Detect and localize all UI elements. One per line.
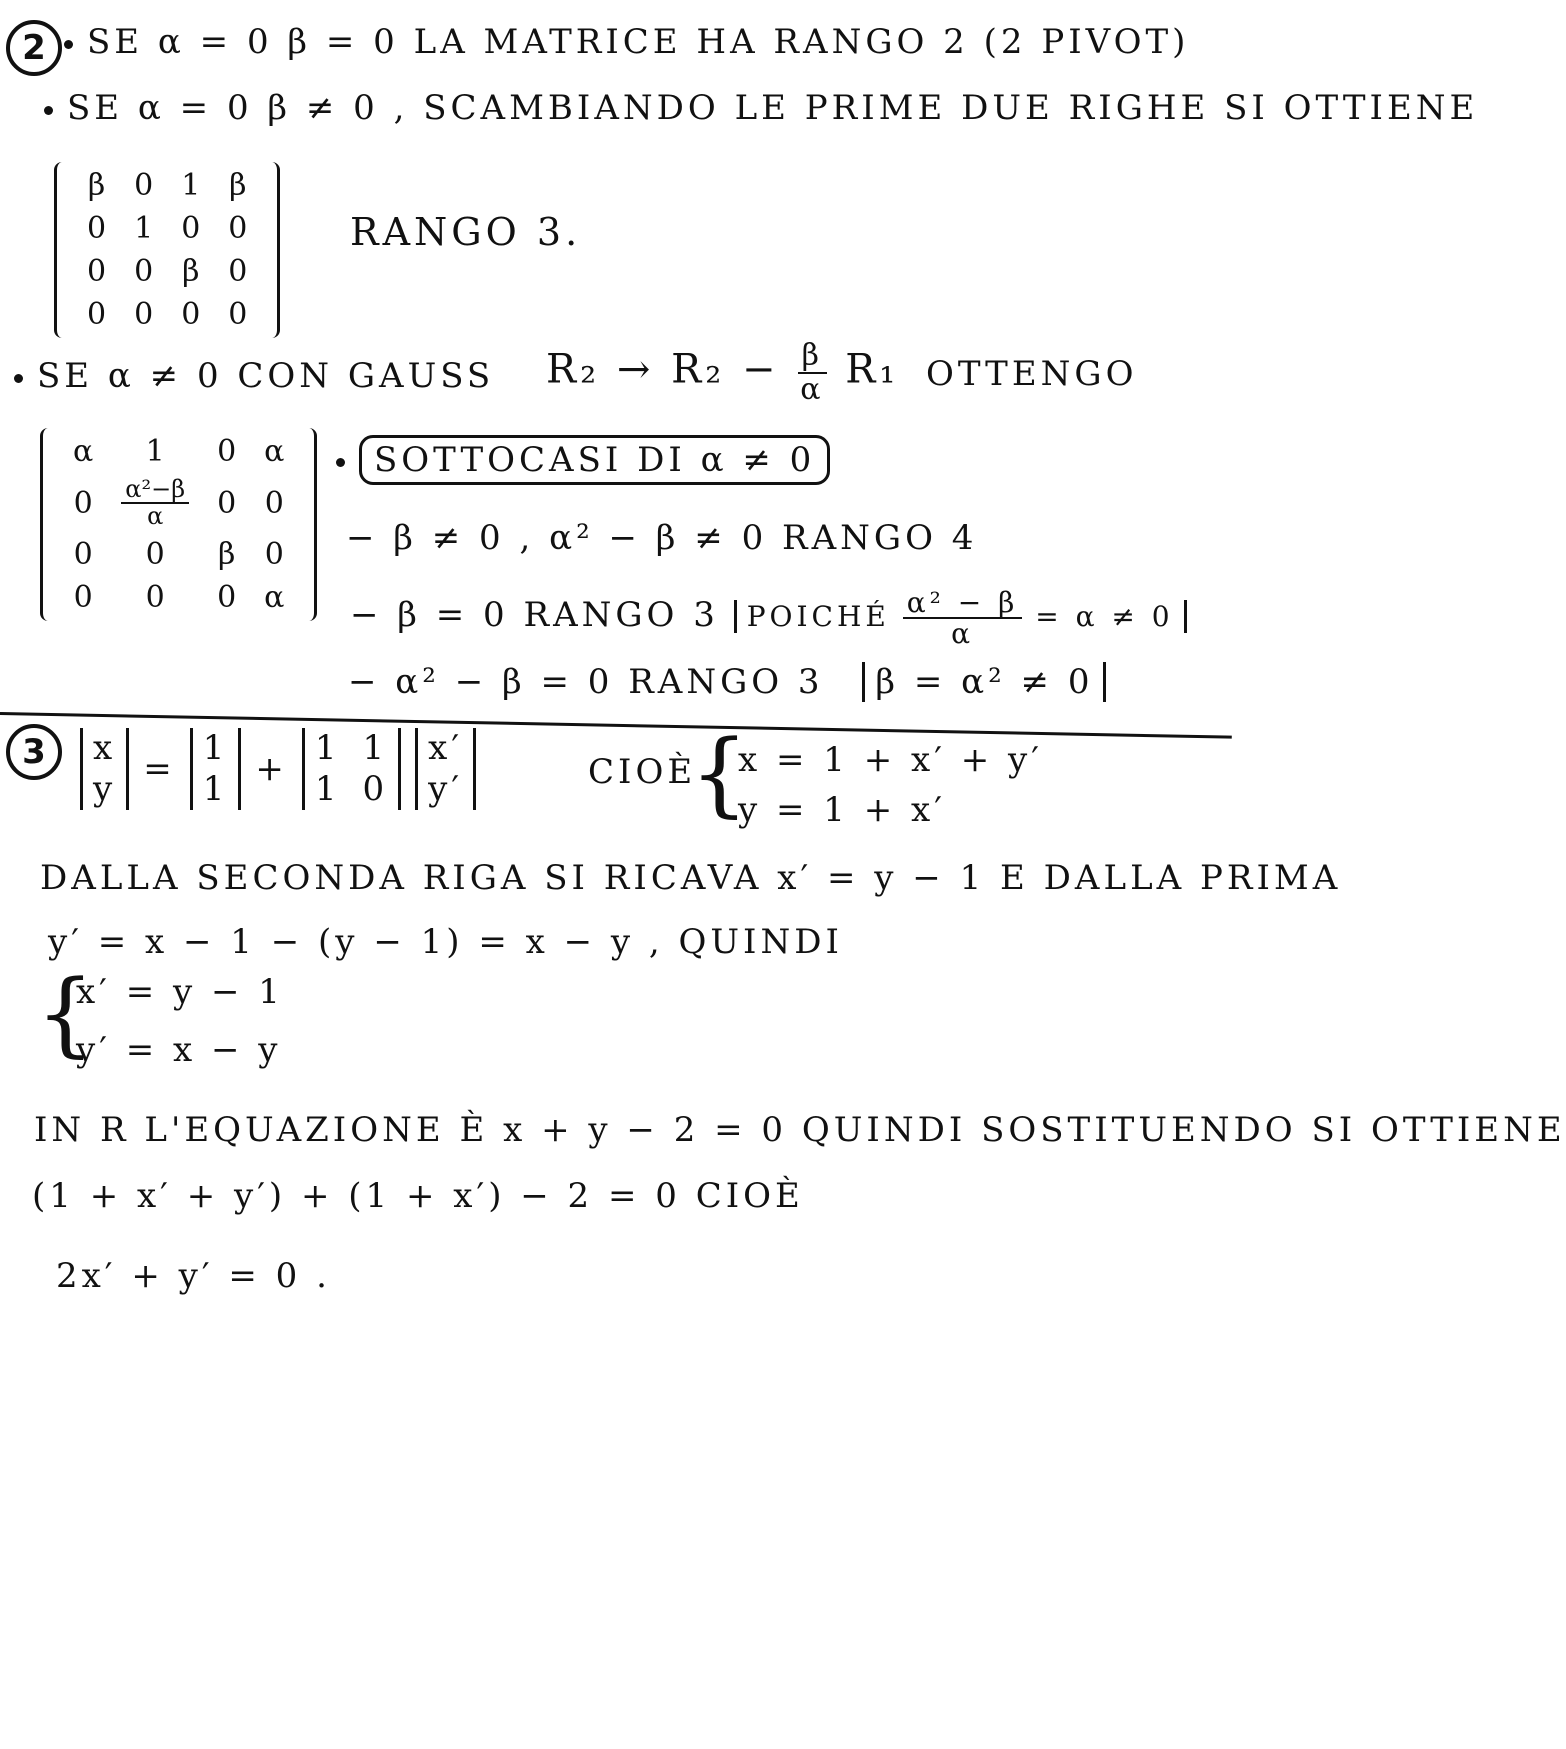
matrix-cell: 0 [217, 485, 237, 521]
matrix-cell: 0 [181, 211, 201, 246]
matrix-gauss-reduced [40, 428, 317, 621]
subcase-3-reason: β = α² ≠ 0 [862, 662, 1106, 702]
matrix-cell: 0 [217, 434, 237, 469]
matrix-fraction: $\frac{\text{α²−β}}{\alpha}$ [121, 477, 189, 529]
final-equation: 2x′ + y′ = 0 . [56, 1256, 331, 1296]
reason-fraction: $\frac{\text{α² − β}}{\alpha}$ [903, 588, 1023, 649]
transformation-matrix: 1 1 1 0 [302, 728, 401, 810]
subcase-alpha-squared-equals-beta: − α² − β = 0 RANGO 3 β = α² ≠ 0 [348, 662, 1106, 702]
matrix-cell: 0 [181, 297, 201, 332]
matrix-cell: 1 [145, 434, 165, 469]
matrix-row [73, 250, 261, 293]
matrix-row [73, 293, 261, 336]
bullet-icon [336, 458, 345, 467]
system-brace: { [690, 720, 749, 827]
cioe-label: CIOÈ [588, 752, 697, 792]
bullet-icon [44, 106, 53, 115]
matrix-cell: 0 [145, 580, 165, 616]
matrix-row [73, 164, 261, 207]
matrix-cell: α [73, 434, 94, 469]
matrix-cell: 0 [264, 485, 284, 521]
case-alpha-zero-beta-zero: SE α = 0 β = 0 LA MATRICE HA RANGO 2 (2 PIVOT) [64, 22, 1189, 62]
bullet-icon [64, 40, 73, 49]
subcase-beta-zero-reason: POICHÉ $\frac{\text{α² − β}}{\alpha}$ = α ≠ 0 [734, 600, 1187, 633]
matrix-cell: 0 [145, 537, 165, 573]
case-alpha-nonzero: SE α ≠ 0 CON GAUSS [14, 356, 494, 396]
matrix-cell: 0 [264, 537, 284, 573]
case-alpha-zero-beta-nonzero: SE α = 0 β ≠ 0 , SCAMBIANDO LE PRIME DUE RIGHE SI OTTIENE [44, 88, 1478, 128]
matrix-row [73, 207, 261, 250]
bullet-icon [14, 374, 23, 383]
matrix-cell: 0 [134, 254, 154, 289]
matrix-row [59, 430, 298, 473]
subcases-heading [336, 440, 830, 480]
vector-ones: 1 1 [190, 728, 242, 810]
matrix-cell: α [264, 434, 285, 469]
inverse-system-brace: { [36, 960, 95, 1067]
matrix-swapped-rows [54, 162, 280, 338]
matrix-cell [107, 473, 203, 533]
matrix-cell: 0 [217, 580, 237, 616]
section-3-number: 3 [6, 724, 62, 780]
matrix-cell: 0 [87, 297, 107, 332]
matrix-cell: 0 [73, 580, 93, 616]
matrix-cell: 0 [134, 168, 154, 203]
matrix-cell: 1 [134, 211, 154, 246]
matrix-cell: 0 [228, 254, 248, 289]
vector-xy: x y [80, 728, 129, 810]
derivation-line-2: y′ = x − 1 − (y − 1) = x − y , QUINDI [48, 922, 843, 962]
matrix-cell: 0 [228, 211, 248, 246]
matrix-cell: 0 [87, 254, 107, 289]
section-2-number: 2 [6, 20, 62, 76]
matrix-row [59, 576, 298, 619]
subcase-beta-zero: − β = 0 RANGO 3 POICHÉ $\frac{\text{α² − β}}{\alpha}$ = α ≠ 0 [350, 588, 1187, 649]
gauss-suffix: OTTENGO [926, 354, 1138, 394]
matrix-cell: 0 [73, 485, 93, 521]
matrix-cell: 0 [134, 297, 154, 332]
matrix-cell: 1 [181, 168, 201, 203]
vector-prime: x′ y′ [415, 728, 476, 810]
matrix-cell: β [229, 168, 247, 203]
matrix-cell: 0 [228, 297, 248, 332]
matrix-cell: 0 [87, 211, 107, 246]
derivation-line-4: (1 + x′ + y′) + (1 + x′) − 2 = 0 CIOÈ [32, 1176, 804, 1216]
inverse-equation-x: x′ = y − 1 [76, 972, 284, 1012]
gauss-fraction: $\frac{\beta}{\alpha}$ [796, 340, 828, 405]
subcase-rank-4: − β ≠ 0 , α² − β ≠ 0 RANGO 4 [346, 518, 978, 558]
matrix-cell: β [182, 254, 200, 289]
matrix-cell: β [87, 168, 106, 203]
inverse-equation-y: y′ = x − y [76, 1030, 282, 1070]
matrix-cell: 0 [73, 537, 93, 573]
rank-3-result: RANGO 3. [350, 210, 582, 254]
matrix-row [59, 533, 298, 576]
derivation-line-3: IN R L'EQUAZIONE È x + y − 2 = 0 QUINDI SOSTITUENDO SI OTTIENE [34, 1110, 1566, 1150]
system-equation-x: x = 1 + x′ + y′ [738, 740, 1043, 780]
subcases-title: SOTTOCASI DI α ≠ 0 [359, 435, 830, 485]
system-equation-y: y = 1 + x′ [738, 790, 946, 830]
matrix-cell: β [217, 537, 236, 573]
derivation-line-1: DALLA SECONDA RIGA SI RICAVA x′ = y − 1 E DALLA PRIMA [40, 858, 1342, 898]
transformation-equation: x y = 1 1 + 1 1 1 0 x′ y′ [80, 728, 476, 810]
matrix-cell: α [264, 580, 285, 616]
gauss-operation: R₂ → R₂ − $\frac{\beta}{\alpha}$ R₁ [546, 338, 900, 407]
matrix-row [59, 473, 298, 533]
